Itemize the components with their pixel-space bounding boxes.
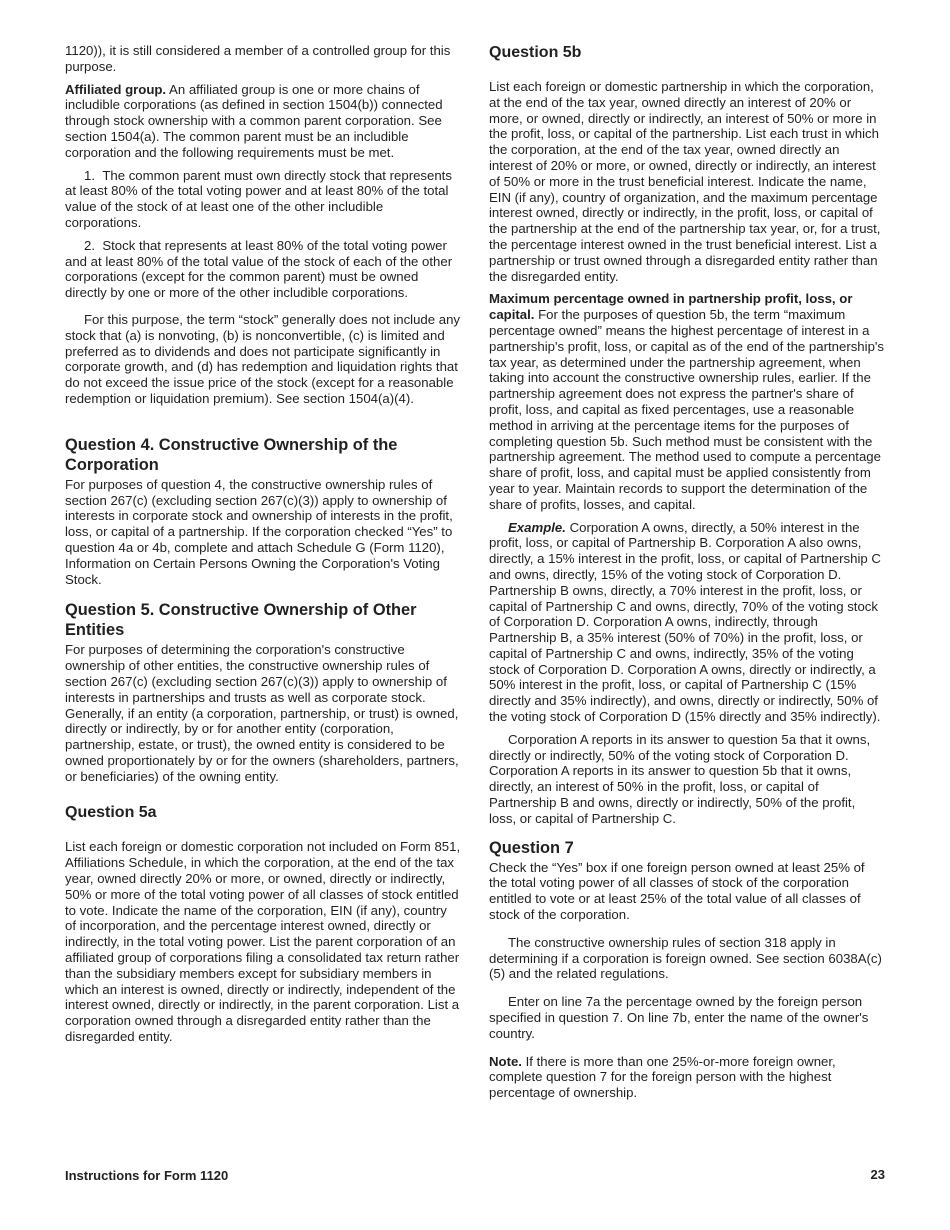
paragraph-question-7: Check the “Yes” box if one foreign person owned at least 25% of the total voting power of all classes of stock of the corporation entitled to vote or at least 25% of the total value of all classes of stock of the corporation. — [489, 859, 865, 923]
heading-question-4: Question 4. Constructive Ownership of the Corporation — [65, 435, 398, 474]
requirement-2: 2. Stock that represents at least 80% of the total voting power and at least 80% of the total value of the stock of each of the other corporations (except for the common parent) must be owned directly by one or more of the other includible corporations. — [65, 237, 453, 301]
heading-question-5b: Question 5b — [489, 44, 582, 61]
left-column — [65, 43, 461, 1052]
paragraph-affiliated-group — [65, 82, 461, 161]
paragraph-stock-definition: For this purpose, the term “stock” generally does not include any stock that (a) is nonvoting, (b) is nonconvertible, (c) is limited and preferred as to dividends and does not participate significantly in corporate growth, and (d) has redemption and liquidation rights that do not exceed the issue price of the stock (except for a reasonable redemption or liquidation premium). See section 1504(a)(4). — [65, 311, 461, 406]
paragraph-corporation-a: Corporation A reports in its answer to question 5a that it owns, directly or indirectly, 50% of the voting stock of Corporation D. Corporation A reports in its answer to question 5b that it owns, directly, an interest of 50% in the profit, loss, or capital of Partnership B and owns, directly or indirectly, 50% of the profit, loss, or capital of Partnership C. — [489, 731, 871, 826]
heading-question-5a: Question 5a — [65, 804, 157, 822]
page-number: 23 — [870, 1167, 885, 1182]
runin-example: Example. — [508, 519, 566, 535]
runin-note: Note. — [489, 1053, 522, 1069]
heading-question-7: Question 7 — [489, 838, 574, 857]
paragraph-line-7a: Enter on line 7a the percentage owned by the foreign person specified in question 7. On line 7b, enter the name of the owner's country. — [489, 994, 869, 1041]
paragraph-maximum-percentage — [489, 291, 885, 512]
heading-question-5: Question 5. Constructive Ownership of Other Entities — [65, 601, 417, 640]
paragraph-example — [489, 520, 885, 725]
footer-title: Instructions for Form 1120 — [65, 1168, 229, 1183]
runin-maximum-percentage: Maximum percentage owned in partnership profit, loss, or capital. — [489, 291, 853, 323]
paragraph-question-5b: List each foreign or domestic partnership in which the corporation, at the end of the tax year, owned directly an interest of 20% or more, or owned, directly or indirectly, an interest of 50% or more in the profit, loss, or capital of the partnership. List each trust in which the corporation, at the end of the tax year, owned directly an interest of 20% or more, or owned, directly or indirectly, an interest of 50% or more in the trust beneficial interest. Indicate the name, EIN (if any), country of organization, and the maximum percentage interest owned, directly or indirectly, in the profit, loss, or capital of the partnership at the end of the partnership tax year, or, for a trust, the percentage interest owned in the trust beneficial interest. List a partnership or trust owned through a disregarded entity rather than the disregarded entity. — [489, 79, 881, 284]
requirement-1: 1. The common parent must own directly stock that represents at least 80% of the total voting power and at least 80% of the total value of the stock of at least one of the other includible corporations. — [65, 167, 452, 230]
note-text: If there is more than one 25%-or-more foreign owner, complete question 7 for the foreign person with the highest percentage of ownership. — [489, 1053, 836, 1101]
paragraph-question-4: For purposes of question 4, the constructive ownership rules of section 267(c) (excluding section 267(c)(3)) apply to ownership of interests in corporate stock and ownership of interests in the profit, loss, or capital of a partnership. If the corporation checked “Yes” to question 4a or 4b, complete and attach Schedule G (Form 1120), Information on Certain Persons Owning the Corporation's Voting Stock. — [65, 476, 453, 587]
right-column — [489, 43, 885, 1108]
paragraph-question-5a: List each foreign or domestic corporation not included on Form 851, Affiliations Schedule, in which the corporation, at the end of the tax year, owned directly 20% or more, or owned, directly or indirectly, 50% or more of the total voting power of all classes of stock entitled to vote. Indicate the name of the corporation, EIN (if any), country of incorporation, and the percentage interest owned, directly or indirectly, in the total voting power. List the parent corporation of an affiliated group of corporations filing a consolidated tax return rather than the subsidiary members except for subsidiary members in which an interest is owned, directly or indirectly, independent of the interest owned, directly or indirectly, in the parent corporation. List a corporation owned through a disregarded entity rather than the disregarded entity. — [65, 839, 461, 1045]
paragraph-note — [489, 1054, 885, 1101]
example-text: Corporation A owns, directly, a 50% interest in the profit, loss, or capital of Partnership B. Corporation A also owns, directly, a 15% interest in the profit, loss, or capital of Partnership C and owns, directly, 15% of the voting stock of Corporation D. Partnership B owns, directly, a 70% interest in the profit, loss, or capital of Partnership C and owns, directly, 70% of the voting stock of Corporation D. Corporation A owns, indirectly, through Partnership B, a 35% interest (50% of 70%) in the profit, loss, or capital of Partnership C and owns, indirectly, 35% of the voting stock of Corporation D. Corporation A owns, directly or indirectly, a 50% interest in the profit, loss, or capital of Partnership C (15% directly and 35% indirectly), and owns, directly or indirectly, 50% of the voting stock of Corporation D (15% directly and 35% indirectly). — [489, 519, 881, 725]
paragraph-section-318: The constructive ownership rules of section 318 apply in determining if a corporation is foreign owned. See section 6038A(c)(5) and the related regulations. — [489, 934, 882, 982]
runin-affiliated-group: Affiliated group. — [65, 81, 167, 97]
paragraph-question-5: For purposes of determining the corporation's constructive ownership of other entities, the constructive ownership rules of section 267(c) (excluding section 267(c)(3)) apply to ownership of interests in partnerships and trusts as well as corporate stock. Generally, if an entity (a corporation, partnership, or trust) is owned, directly or indirectly, by or for another entity (corporation, partnership, estate, or trust), the owned entity is considered to be owned proportionately by or for the owners (shareholders, partners, or beneficiaries) of the owning entity. — [65, 642, 459, 784]
paragraph-continued: 1120)), it is still considered a member of a controlled group for this purpose. — [65, 43, 451, 74]
maximum-percentage-text: For the purposes of question 5b, the term “maximum percentage owned” means the highest percentage of interest in a partnership's profit, loss, or capital as of the end of the partnership's tax year, as determined under the partnership agreement, when taking into account the constructive ownership rules, earlier. If the partnership agreement does not express the partner's share of profit, loss, and capital as fixed percentages, use a reasonable method in arriving at the percentage items for the purposes of completing question 5b. Such method must be consistent with the partnership agreement. The method used to compute a percentage share of profit, loss, and capital must be applied consistently from year to year. Maintain records to support the determination of the share of profits, losses, and capital. — [489, 307, 885, 512]
affiliated-group-text: An affiliated group is one or more chains of includible corporations (as defined in section 1504(b)) connected through stock ownership with a common parent corporation. See section 1504(a). The common parent must be an includible corporation and the following requirements must be met. — [65, 81, 443, 160]
